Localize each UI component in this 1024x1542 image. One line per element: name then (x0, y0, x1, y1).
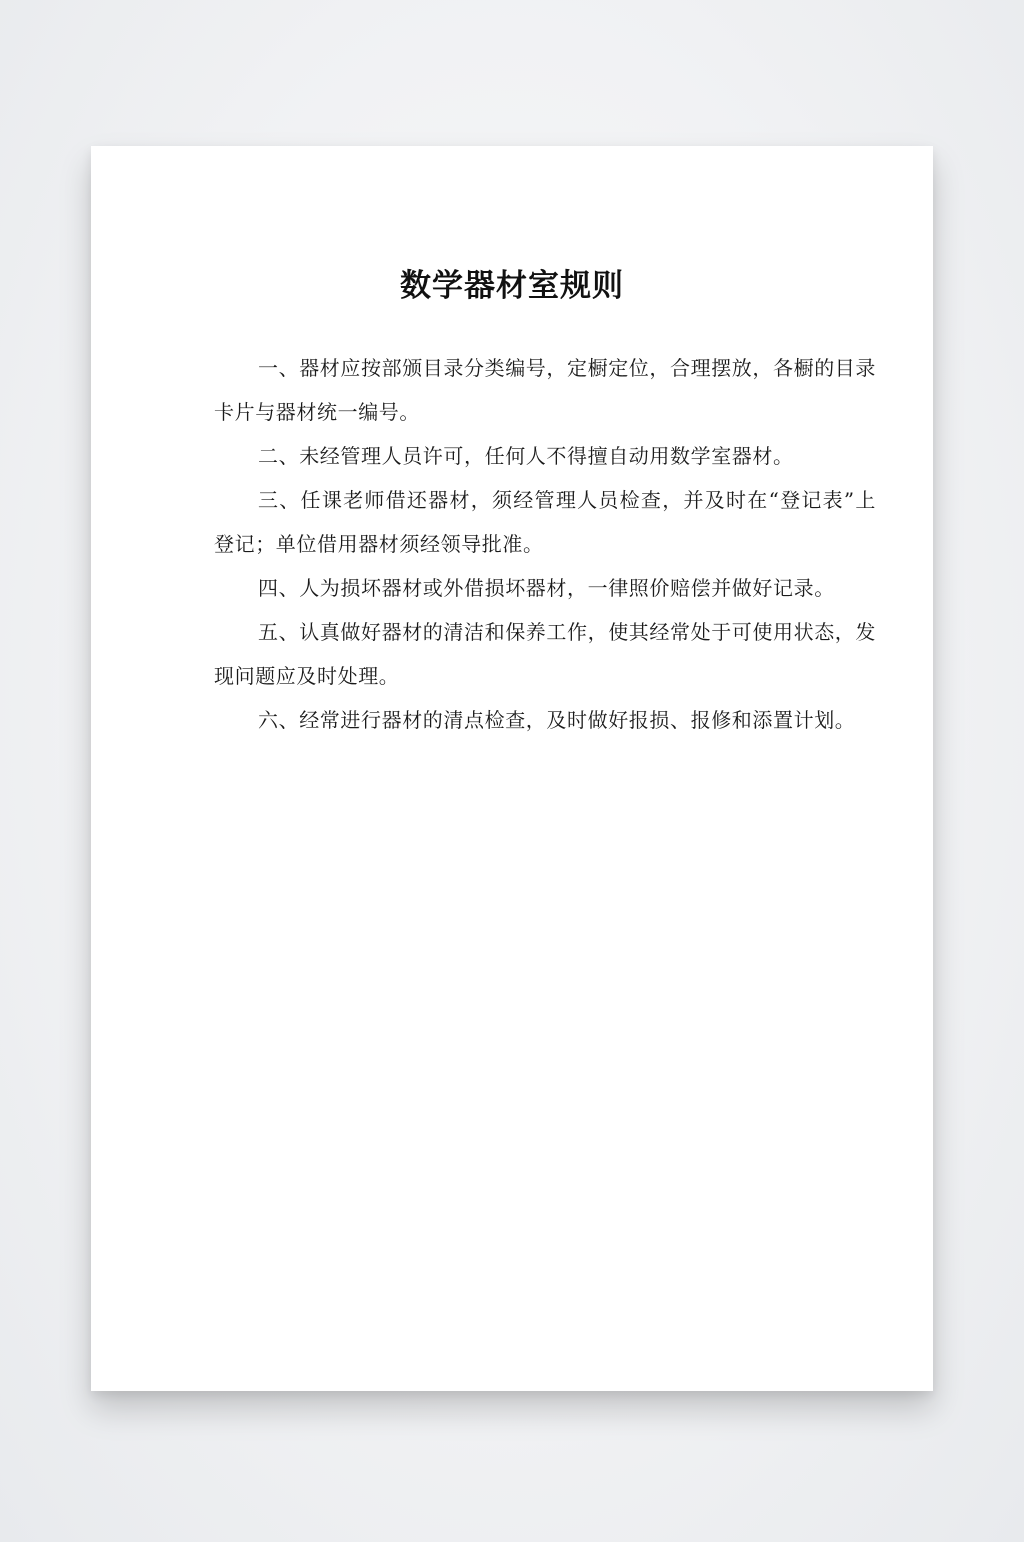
rule-paragraph-3: 三、任课老师借还器材，须经管理人员检查，并及时在“登记表”上登记；单位借用器材须经领导批准。 (214, 488, 876, 556)
rule-paragraph-6: 六、经常进行器材的清点检查，及时做好报损、报修和添置计划。 (258, 708, 856, 732)
document-body (214, 346, 876, 742)
rule-paragraph-2: 二、未经管理人员许可，任何人不得擅自动用数学室器材。 (258, 444, 794, 468)
document-page (91, 146, 933, 1391)
rule-paragraph-1: 一、器材应按部颁目录分类编号，定橱定位，合理摆放，各橱的目录卡片与器材统一编号。 (214, 356, 876, 424)
document-title: 数学器材室规则 (400, 268, 624, 304)
rule-paragraph-5: 五、认真做好器材的清洁和保养工作，使其经常处于可使用状态，发现问题应及时处理。 (214, 620, 876, 688)
rule-paragraph-4: 四、人为损坏器材或外借损坏器材，一律照价赔偿并做好记录。 (258, 576, 835, 600)
